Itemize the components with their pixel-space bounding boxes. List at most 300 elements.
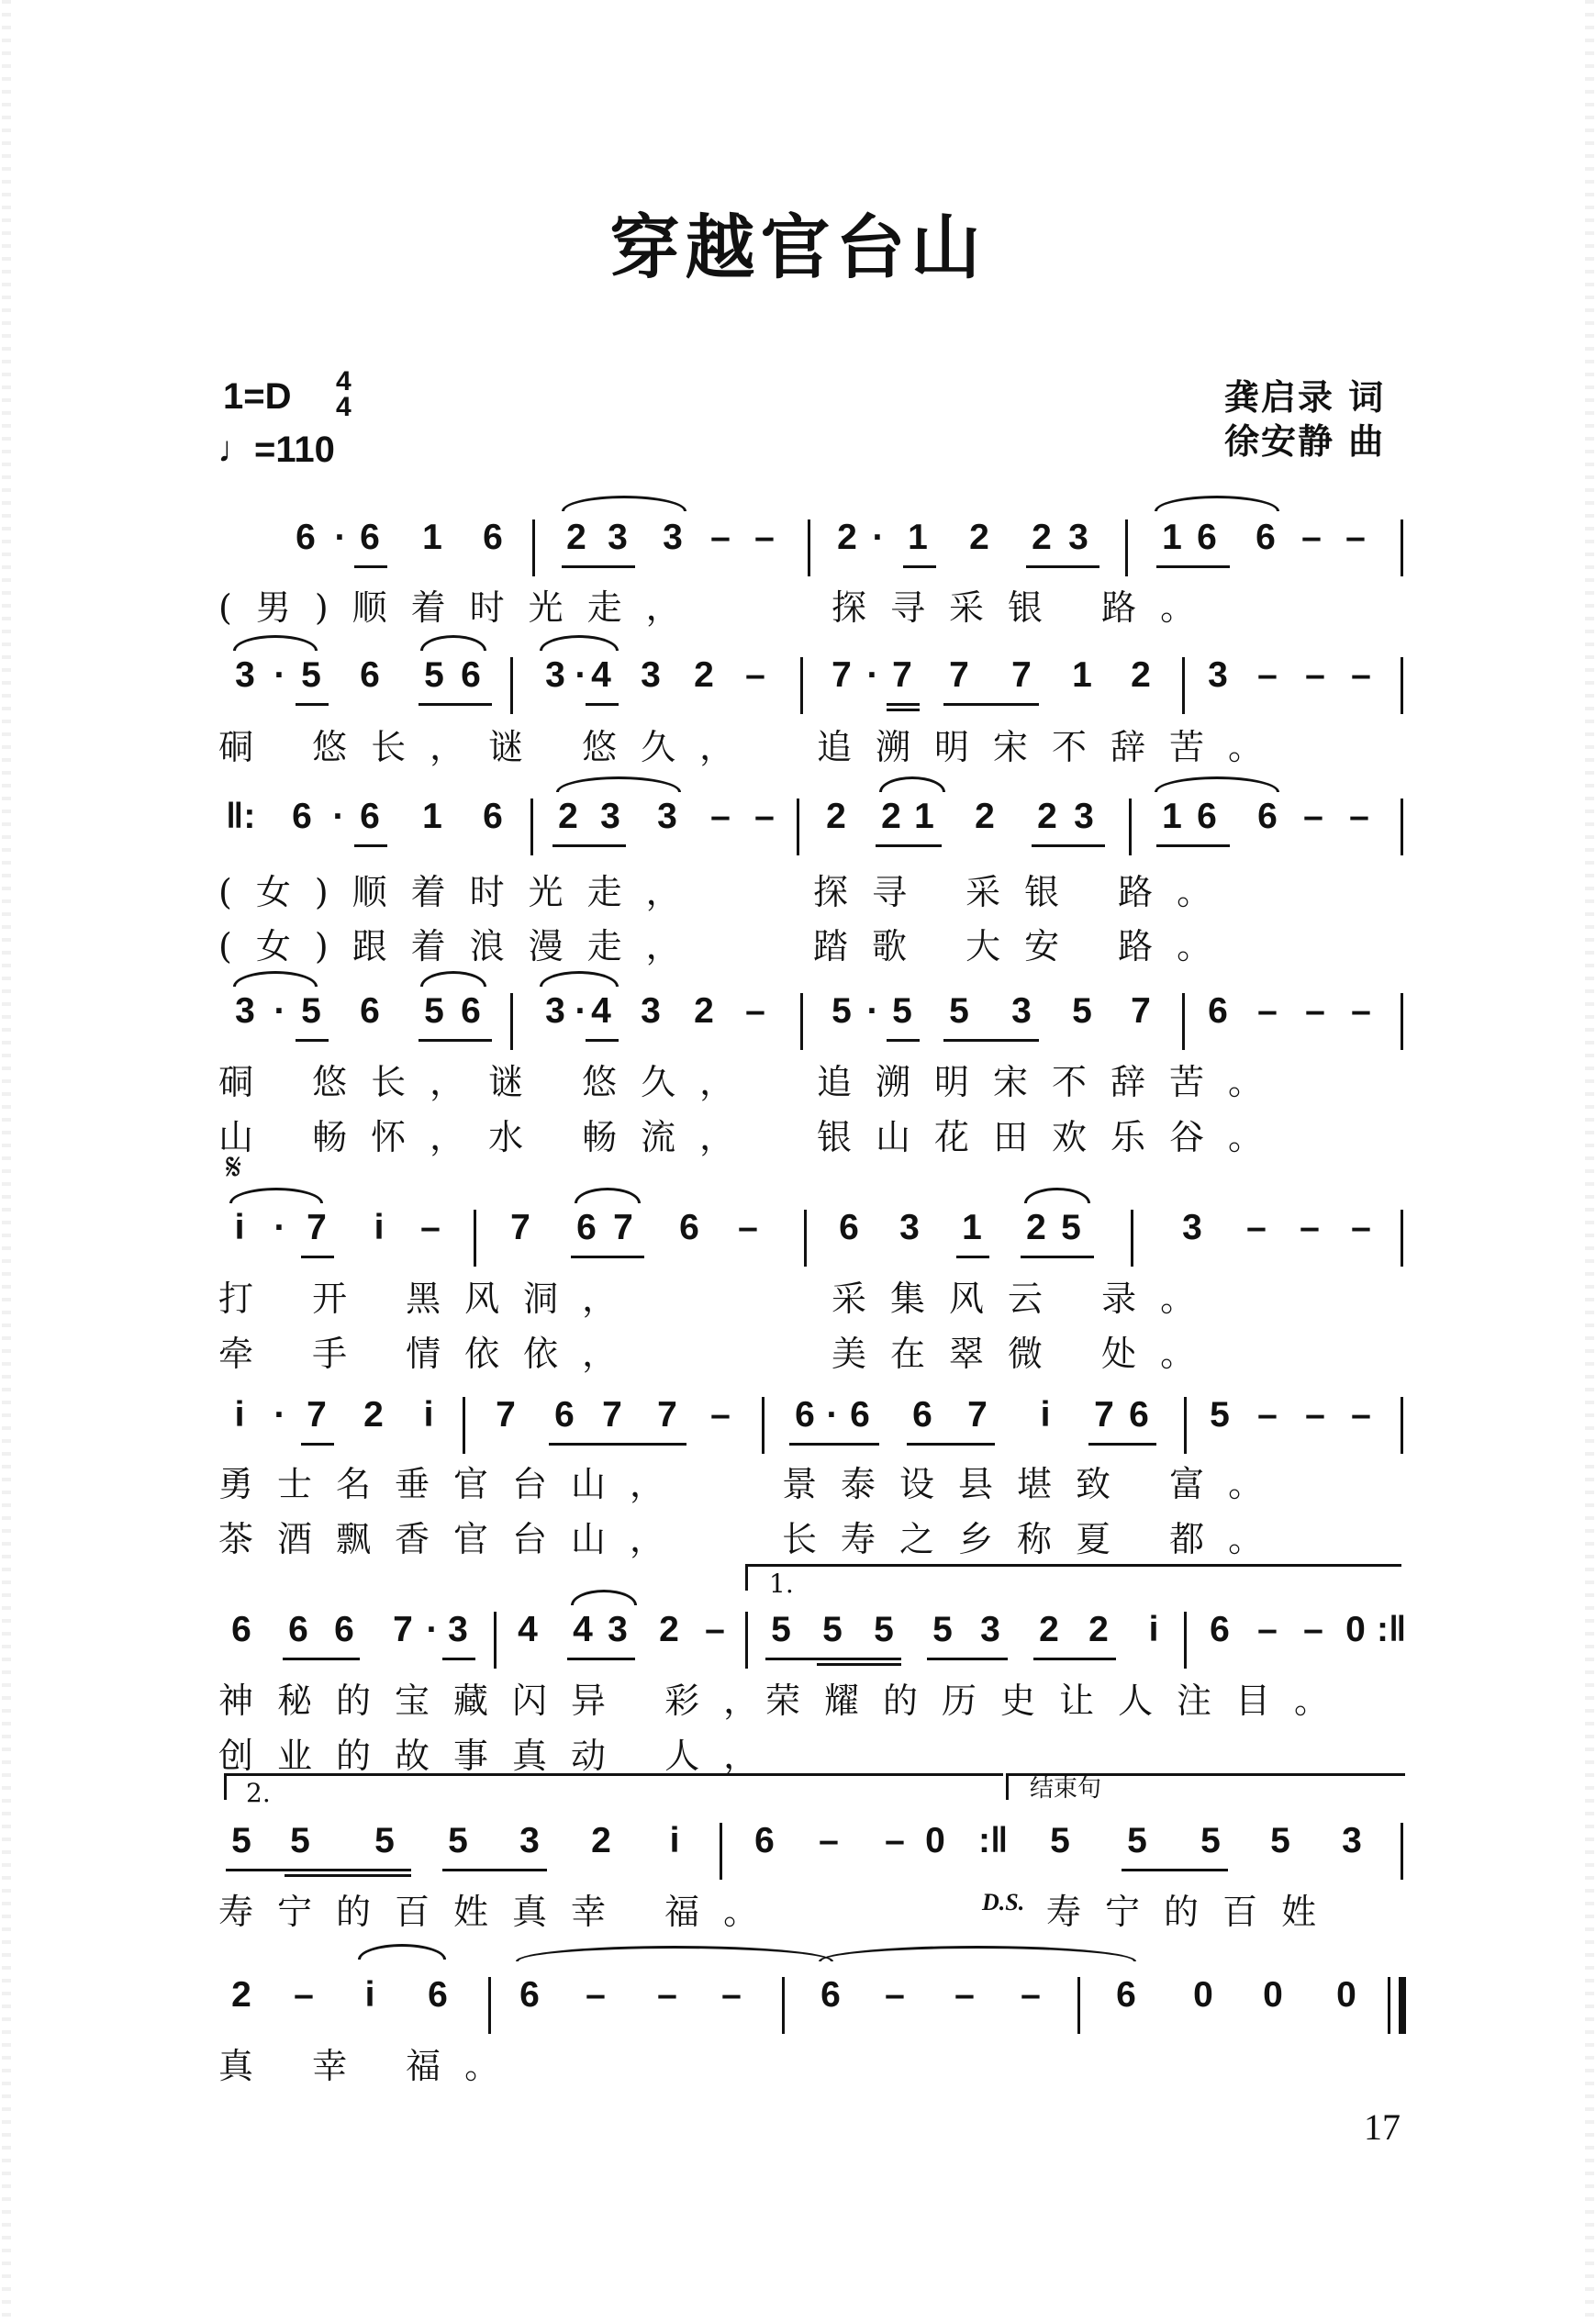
- note: 3: [663, 518, 683, 557]
- note: ·: [575, 991, 587, 1031]
- lyric-line: 山 畅怀，水 畅流，: [218, 1117, 759, 1157]
- barline: [1182, 993, 1185, 1050]
- note: 2: [231, 1975, 251, 2015]
- note: 3: [1068, 518, 1088, 557]
- note: 1: [422, 518, 442, 557]
- note: ‖:: [226, 797, 256, 836]
- note: 7: [892, 655, 912, 695]
- note: 7: [307, 1208, 327, 1247]
- underline: [887, 703, 920, 706]
- slur: [879, 776, 945, 792]
- note: i: [669, 1821, 680, 1860]
- note: 3: [980, 1610, 1000, 1649]
- barline: [1399, 1977, 1406, 2034]
- note: 2: [969, 518, 989, 557]
- note: 3: [1342, 1821, 1362, 1860]
- lyric-line: 寿宁的百姓: [1046, 1892, 1341, 1932]
- note: 5: [301, 991, 321, 1031]
- note: 6: [1197, 518, 1217, 557]
- barline: [1129, 799, 1132, 855]
- note: 3: [899, 1208, 920, 1247]
- note: 5: [892, 991, 912, 1031]
- note: –: [710, 1395, 731, 1435]
- tempo-marking: ♩=110: [218, 430, 335, 470]
- note: 0: [1336, 1975, 1356, 2015]
- note: –: [586, 1975, 606, 2015]
- note: –: [819, 1821, 839, 1860]
- barline: [1184, 1612, 1187, 1669]
- slur: [575, 1188, 641, 1203]
- note: 1: [962, 1208, 982, 1247]
- lyric-line: 探寻 采银 路。: [813, 872, 1236, 912]
- underline: [943, 1039, 1039, 1042]
- slur: [233, 635, 318, 651]
- barline: [494, 1612, 497, 1669]
- note: 6: [1208, 991, 1228, 1031]
- barline: [782, 1977, 785, 2034]
- note: 6: [850, 1395, 870, 1435]
- slur: [420, 635, 486, 651]
- lyric-line: 茶酒飘香官台山，: [218, 1519, 689, 1559]
- note: 3: [545, 655, 565, 695]
- underline: [296, 703, 329, 706]
- note: 5: [374, 1821, 395, 1860]
- note: 6: [554, 1395, 575, 1435]
- barline: [1401, 1397, 1403, 1454]
- slur: [540, 971, 619, 987]
- note: 2: [1026, 1208, 1046, 1247]
- note: 2: [826, 797, 846, 836]
- note: 5: [1072, 991, 1092, 1031]
- composer-credit: 徐安静 曲: [1224, 420, 1386, 462]
- underline: [956, 1256, 989, 1258]
- note: –: [885, 1821, 905, 1860]
- barline: [1388, 1977, 1390, 2034]
- score-row-2: [0, 657, 1596, 714]
- time-signature: 4 4: [336, 366, 352, 422]
- note: –: [1305, 1395, 1325, 1435]
- slur: [358, 1944, 446, 1960]
- barline: [1401, 1823, 1403, 1880]
- note: 2: [591, 1821, 611, 1860]
- note: 6: [1210, 1610, 1230, 1649]
- slur: [229, 1188, 323, 1203]
- note: 6: [1197, 797, 1217, 836]
- slur: [562, 496, 686, 511]
- note: 5: [301, 655, 321, 695]
- barline: [1401, 657, 1403, 714]
- score-row-4: [0, 993, 1596, 1050]
- lyric-line: 牵 手 情依依，: [218, 1334, 642, 1374]
- underline: [354, 565, 387, 568]
- note: 5: [424, 991, 444, 1031]
- note: 1: [422, 797, 442, 836]
- note: 5: [290, 1821, 310, 1860]
- barline: [1184, 1397, 1187, 1454]
- lyric-line: 真 幸 福。: [218, 2046, 524, 2086]
- note: 4: [591, 655, 611, 695]
- note: –: [754, 518, 775, 557]
- note: ·: [866, 991, 879, 1031]
- slur: [233, 971, 318, 987]
- note: 4: [573, 1610, 593, 1649]
- underline: [283, 1658, 360, 1660]
- note: ·: [332, 797, 345, 836]
- note: –: [1021, 1975, 1041, 2015]
- note: 5: [1127, 1821, 1147, 1860]
- left-margin-strip: [2, 0, 11, 2323]
- key-signature: 1=D: [223, 376, 292, 417]
- underline: [1156, 565, 1230, 568]
- note: –: [1257, 1395, 1278, 1435]
- lyric-line: 踏歌 大安 路。: [813, 926, 1236, 966]
- slur: [1155, 776, 1279, 792]
- note: 4: [591, 991, 611, 1031]
- note: ·: [273, 1395, 286, 1435]
- note: :‖: [1377, 1610, 1407, 1649]
- note: 7: [831, 655, 852, 695]
- note: 7: [510, 1208, 530, 1247]
- score-row-1: [0, 519, 1596, 576]
- barline: [488, 1977, 491, 2034]
- score-row-5: [0, 1210, 1596, 1267]
- volta-bracket-1: [745, 1564, 1401, 1591]
- lyric-line: 追溯明宋不辞苦。: [817, 727, 1288, 767]
- underline: [1156, 844, 1230, 847]
- volta-2-label: 2.: [246, 1778, 271, 1808]
- note: –: [1351, 991, 1371, 1031]
- underline: [301, 1256, 334, 1258]
- note: –: [710, 518, 731, 557]
- underline: [549, 1443, 686, 1446]
- note: –: [294, 1975, 314, 2015]
- note: 2: [694, 655, 714, 695]
- note: 3: [1208, 655, 1228, 695]
- note: –: [420, 1208, 441, 1247]
- lyric-line: 打 开 黑风洞，: [218, 1279, 642, 1319]
- note: 0: [1263, 1975, 1283, 2015]
- note: 7: [602, 1395, 622, 1435]
- note: 1: [914, 797, 934, 836]
- note: ·: [273, 1208, 286, 1247]
- note: 5: [932, 1610, 953, 1649]
- page-number: 17: [1364, 2106, 1401, 2148]
- barline: [1401, 519, 1403, 576]
- note: 6: [461, 991, 481, 1031]
- note: 6: [360, 655, 380, 695]
- note: –: [1257, 655, 1278, 695]
- note: 5: [448, 1821, 468, 1860]
- note: 5: [771, 1610, 791, 1649]
- note: 2: [363, 1395, 384, 1435]
- note: i: [423, 1395, 434, 1435]
- note: 6: [360, 991, 380, 1031]
- note: 7: [949, 655, 969, 695]
- note: 2: [1088, 1610, 1109, 1649]
- lyric-line: (男)顺着时光走，: [218, 587, 705, 628]
- note: 6: [679, 1208, 699, 1247]
- barline: [474, 1210, 476, 1267]
- note: –: [657, 1975, 677, 2015]
- note: 2: [566, 518, 586, 557]
- note: 2: [1037, 797, 1057, 836]
- note: 6: [1256, 518, 1276, 557]
- note: –: [1345, 518, 1366, 557]
- note: 5: [831, 991, 852, 1031]
- right-margin-strip: [1585, 0, 1594, 2323]
- note: –: [745, 655, 765, 695]
- note: 3: [641, 655, 661, 695]
- note: 6: [1116, 1975, 1136, 2015]
- note: 3: [1182, 1208, 1202, 1247]
- lyric-line: 荣耀的历史让人注目。: [765, 1681, 1354, 1721]
- lyric-line: 勇士名垂官台山，: [218, 1464, 689, 1504]
- note: ·: [575, 655, 587, 695]
- note: :‖: [978, 1821, 1009, 1860]
- note: –: [721, 1975, 742, 2015]
- note: 5: [1270, 1821, 1290, 1860]
- note: 7: [657, 1395, 677, 1435]
- note: 5: [1210, 1395, 1230, 1435]
- note: 7: [1094, 1395, 1114, 1435]
- note: –: [1305, 991, 1325, 1031]
- underline: [1088, 1443, 1156, 1446]
- note: 6: [576, 1208, 597, 1247]
- underline: [907, 1443, 995, 1446]
- underline: [817, 1663, 901, 1666]
- underline: [586, 703, 619, 706]
- note: 3: [235, 655, 255, 695]
- note: 2: [1131, 655, 1151, 695]
- note: ·: [273, 655, 286, 695]
- note: –: [1351, 1208, 1371, 1247]
- note: 2: [694, 991, 714, 1031]
- note: 3: [641, 991, 661, 1031]
- note: 6: [231, 1610, 251, 1649]
- score-row-3: [0, 799, 1596, 855]
- note: 6: [483, 797, 503, 836]
- note: 3: [545, 991, 565, 1031]
- barline: [1131, 1210, 1133, 1267]
- barline: [800, 993, 803, 1050]
- barline: [804, 1210, 807, 1267]
- underline: [876, 844, 942, 847]
- underline: [927, 1658, 1008, 1660]
- underline: [765, 1658, 901, 1660]
- underline: [442, 1658, 475, 1660]
- note: 6: [461, 655, 481, 695]
- note: 0: [1345, 1610, 1366, 1649]
- underline: [887, 1039, 920, 1042]
- note: –: [1303, 1610, 1323, 1649]
- barline: [530, 799, 533, 855]
- underline: [301, 1443, 334, 1446]
- note: 7: [307, 1395, 327, 1435]
- lyric-line: 寿宁的百姓真幸 福。: [218, 1892, 783, 1932]
- barline: [797, 799, 799, 855]
- slur: [1155, 496, 1279, 511]
- note: 6: [820, 1975, 841, 2015]
- lyric-line: 银山花田欢乐谷。: [817, 1117, 1288, 1157]
- note: i: [374, 1208, 385, 1247]
- barline: [1401, 993, 1403, 1050]
- note: 6: [292, 797, 312, 836]
- note: –: [1305, 655, 1325, 695]
- note: 3: [1074, 797, 1094, 836]
- note: 6: [754, 1821, 775, 1860]
- note: ·: [426, 1610, 439, 1649]
- note: –: [1301, 518, 1322, 557]
- note: 5: [874, 1610, 894, 1649]
- barline: [532, 519, 535, 576]
- note: 0: [925, 1821, 945, 1860]
- note: 7: [393, 1610, 413, 1649]
- barline: [720, 1823, 722, 1880]
- lyric-line: 硐 悠长，谜 悠久，: [218, 1062, 759, 1102]
- note: i: [234, 1395, 245, 1435]
- note: 0: [1193, 1975, 1213, 2015]
- note: 6: [839, 1208, 859, 1247]
- note: 3: [1011, 991, 1032, 1031]
- note: 6: [296, 518, 316, 557]
- note: ·: [872, 518, 885, 557]
- note: i: [1040, 1395, 1051, 1435]
- barline: [800, 657, 803, 714]
- note: –: [710, 797, 731, 836]
- note: 6: [795, 1395, 815, 1435]
- underline: [789, 1443, 879, 1446]
- lyric-line: 神秘的宝藏闪异 彩，: [218, 1681, 783, 1721]
- note: 6: [360, 797, 380, 836]
- slur: [819, 1946, 1136, 1961]
- note: 6: [519, 1975, 540, 2015]
- note: 6: [334, 1610, 354, 1649]
- barline: [762, 1397, 765, 1454]
- note: 5: [1050, 1821, 1070, 1860]
- lyric-line: 硐 悠长，谜 悠久，: [218, 727, 759, 767]
- note: i: [234, 1208, 245, 1247]
- note: 5: [231, 1821, 251, 1860]
- underline: [903, 565, 936, 568]
- note: 2: [881, 797, 901, 836]
- note: 6: [288, 1610, 308, 1649]
- underline: [887, 709, 920, 711]
- note: ·: [826, 1395, 839, 1435]
- note: 7: [496, 1395, 516, 1435]
- lyric-line: (女)跟着浪漫走，: [218, 926, 705, 966]
- underline: [567, 1658, 635, 1660]
- underline: [1021, 1256, 1094, 1258]
- note: ·: [334, 518, 347, 557]
- slur: [516, 1946, 833, 1961]
- lyric-line: 探寻采银 路。: [831, 587, 1220, 628]
- underline: [285, 1874, 411, 1877]
- barline: [510, 657, 513, 714]
- note: 5: [822, 1610, 843, 1649]
- note: 7: [1131, 991, 1151, 1031]
- note: 7: [613, 1208, 633, 1247]
- underline: [1026, 565, 1099, 568]
- note: –: [705, 1610, 725, 1649]
- note: 2: [975, 797, 995, 836]
- note: 5: [1200, 1821, 1221, 1860]
- slur: [1024, 1188, 1090, 1203]
- note: –: [954, 1975, 975, 2015]
- underline: [586, 1039, 619, 1042]
- slur: [420, 971, 486, 987]
- note: –: [1349, 797, 1369, 836]
- underline: [943, 703, 1039, 706]
- page-title: 穿越官台山: [609, 207, 987, 288]
- note: 6: [912, 1395, 932, 1435]
- lyric-line: 美在翠微 处。: [831, 1334, 1220, 1374]
- lyric-line: 景泰设县堪致 富。: [782, 1464, 1288, 1504]
- note: –: [738, 1208, 758, 1247]
- ds-marking: D.S.: [982, 1889, 1025, 1915]
- barline: [1401, 1210, 1403, 1267]
- note: 3: [657, 797, 677, 836]
- note: 5: [949, 991, 969, 1031]
- note: 1: [908, 518, 928, 557]
- barline: [463, 1397, 465, 1454]
- lyric-line: 长寿之乡称夏 都。: [782, 1519, 1288, 1559]
- note: 2: [558, 797, 578, 836]
- segno-sign: 𝄋: [226, 1146, 242, 1189]
- barline: [1182, 657, 1185, 714]
- underline: [296, 1039, 329, 1042]
- barline: [510, 993, 513, 1050]
- note: –: [745, 991, 765, 1031]
- note: 6: [1129, 1395, 1149, 1435]
- note: 3: [608, 1610, 628, 1649]
- underline: [226, 1869, 411, 1871]
- barline: [808, 519, 810, 576]
- barline: [1401, 799, 1403, 855]
- note: 5: [1061, 1208, 1081, 1247]
- note: 6: [360, 518, 380, 557]
- underline: [1032, 844, 1105, 847]
- note: 1: [1162, 797, 1182, 836]
- note: –: [1351, 1395, 1371, 1435]
- underline: [571, 1256, 644, 1258]
- lyric-line: 采集风云 录。: [831, 1279, 1220, 1319]
- note: ·: [866, 655, 879, 695]
- lyric-line: (女)顺着时光走，: [218, 872, 705, 912]
- note: –: [1300, 1208, 1320, 1247]
- lyric-line: 追溯明宋不辞苦。: [817, 1062, 1288, 1102]
- ending-label: 结束句: [1030, 1775, 1102, 1803]
- note: –: [1351, 655, 1371, 695]
- volta-bracket-2: [224, 1773, 1003, 1800]
- note: 1: [1072, 655, 1092, 695]
- barline: [1125, 519, 1128, 576]
- note: 3: [519, 1821, 540, 1860]
- barline: [745, 1612, 748, 1669]
- note: –: [1257, 1610, 1278, 1649]
- note: 2: [1032, 518, 1052, 557]
- note: –: [754, 797, 775, 836]
- note: 5: [424, 655, 444, 695]
- note: 1: [1162, 518, 1182, 557]
- note: i: [1148, 1610, 1159, 1649]
- underline: [562, 565, 635, 568]
- score-row-9: [0, 1977, 1596, 2034]
- underline: [419, 1039, 492, 1042]
- lyric-line: 创业的故事真动 人，: [218, 1736, 783, 1776]
- note: –: [1246, 1208, 1267, 1247]
- note: 2: [837, 518, 857, 557]
- note: 3: [235, 991, 255, 1031]
